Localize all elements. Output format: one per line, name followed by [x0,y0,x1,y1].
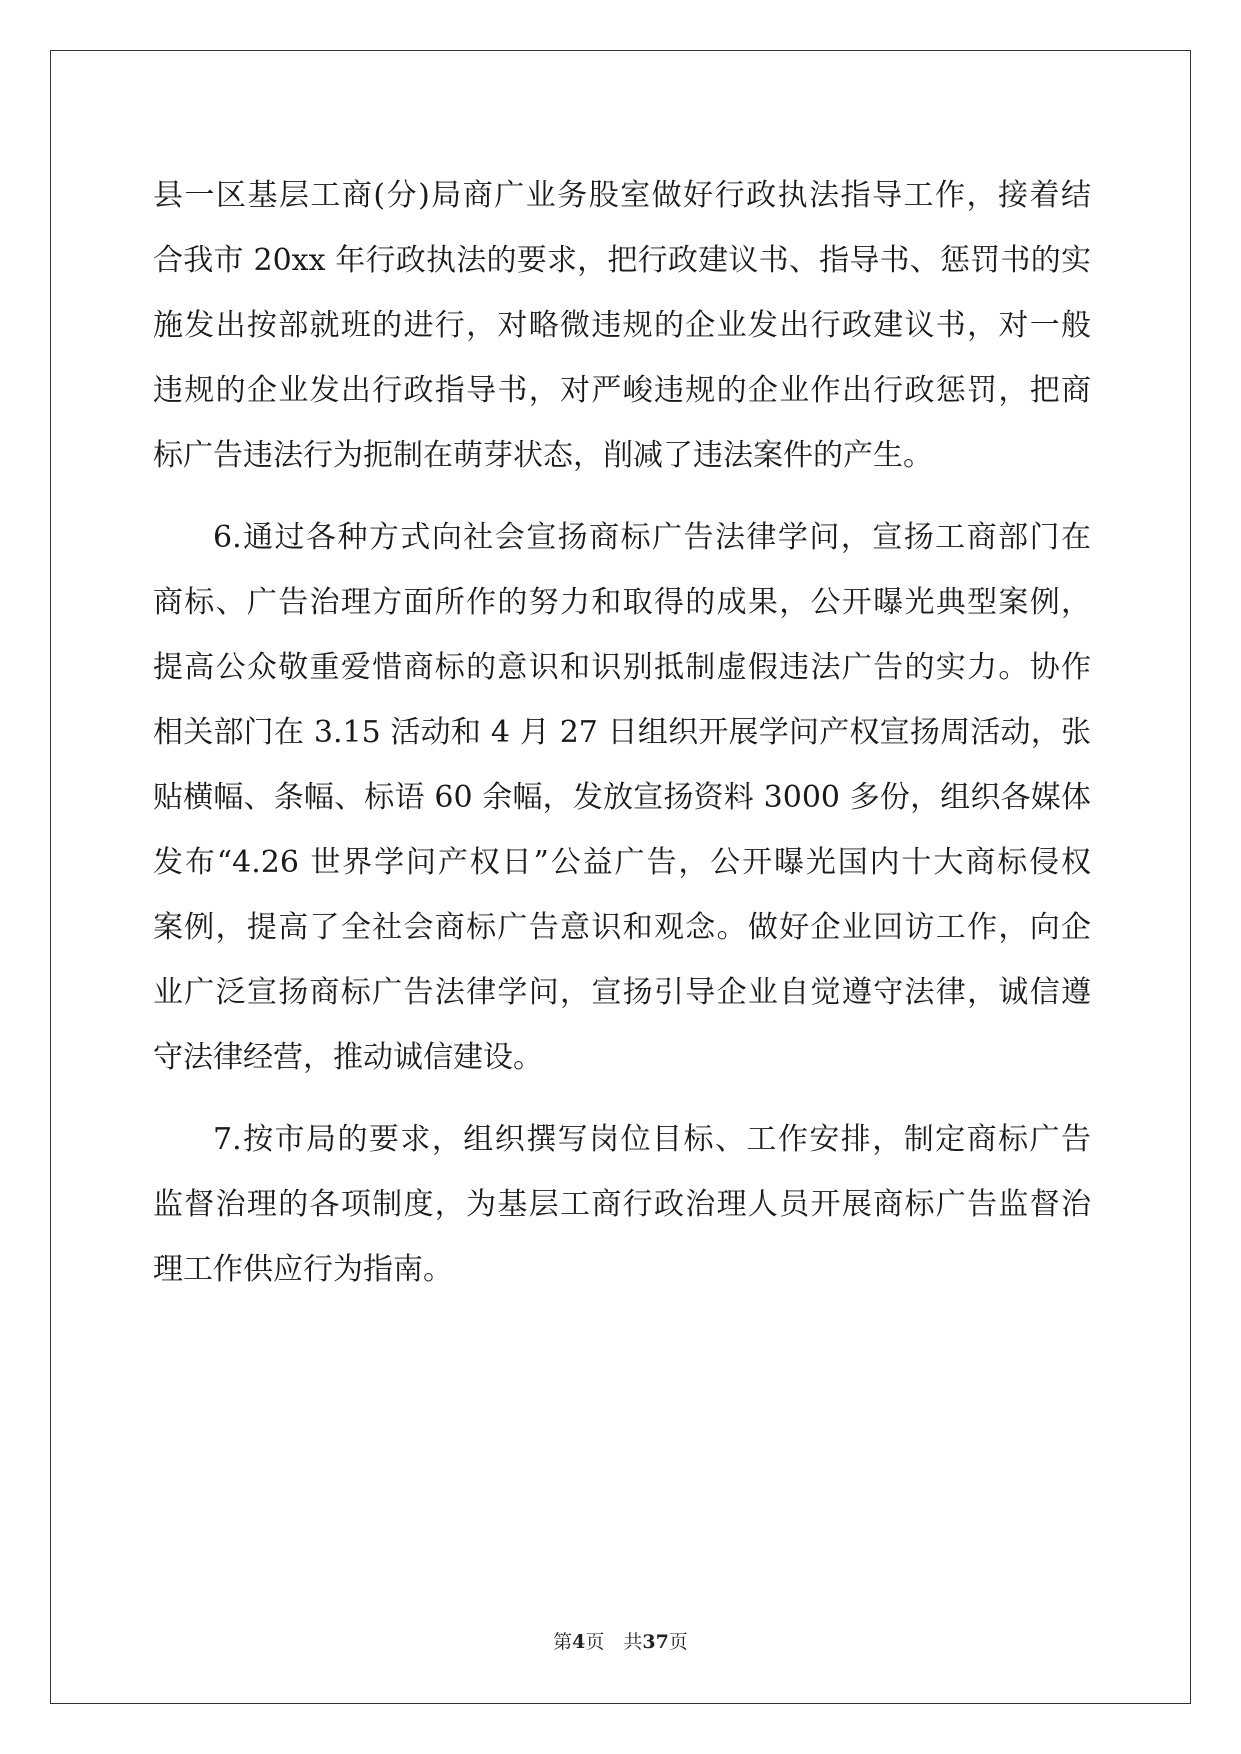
text-line: 标广告违法行为扼制在萌芽状态，削减了违法案件的产生。 [153,438,933,473]
text-line: 商标、广告治理方面所作的努力和取得的成果，公开曝光典型案例， [153,585,1091,620]
text-line: 发布“4.26 世界学问产权日”公益广告，公开曝光国内十大商标侵权 [153,845,1091,880]
text-line: 案例，提高了全社会商标广告意识和观念。做好企业回访工作，向企 [153,910,1091,945]
total-page-number: 37 [642,1631,669,1653]
text-line: 理工作供应行为指南。 [153,1252,453,1287]
text-line: 贴横幅、条幅、标语 60 余幅，发放宣扬资料 3000 多份，组织各媒体 [153,780,1091,815]
text-line: 相关部门在 3.15 活动和 4 月 27 日组织开展学问产权宣扬周活动，张 [153,715,1091,750]
text-line: 施发出按部就班的进行，对略微违规的企业发出行政建议书，对一般 [153,308,1091,343]
text-line: 合我市 20xx 年行政执法的要求，把行政建议书、指导书、惩罚书的实 [153,243,1091,278]
text-line: 7.按市局的要求，组织撰写岗位目标、工作安排，制定商标广告 [213,1122,1091,1157]
paragraph-2 [153,505,1091,1090]
paragraph-3 [153,1107,1091,1302]
text-line: 6.通过各种方式向社会宣扬商标广告法律学问，宣扬工商部门在 [213,520,1091,555]
text-line: 县一区基层工商(分)局商广业务股室做好行政执法指导工作，接着结 [153,178,1091,213]
footer-suffix: 页 [668,1631,688,1653]
text-line: 业广泛宣扬商标广告法律学问，宣扬引导企业自觉遵守法律，诚信遵 [153,975,1091,1010]
footer-mid: 页 共 [585,1631,643,1653]
text-line: 守法律经营，推动诚信建设。 [153,1040,543,1075]
text-line: 违规的企业发出行政指导书，对严峻违规的企业作出行政惩罚，把商 [153,373,1091,408]
page-footer [0,1627,1241,1654]
document-body [153,163,1091,1302]
footer-prefix: 第 [553,1631,573,1653]
text-line: 提高公众敬重爱惜商标的意识和识别抵制虚假违法广告的实力。协作 [153,650,1091,685]
current-page-number: 4 [572,1631,586,1653]
paragraph-1 [153,163,1091,488]
text-line: 监督治理的各项制度，为基层工商行政治理人员开展商标广告监督治 [153,1187,1091,1222]
